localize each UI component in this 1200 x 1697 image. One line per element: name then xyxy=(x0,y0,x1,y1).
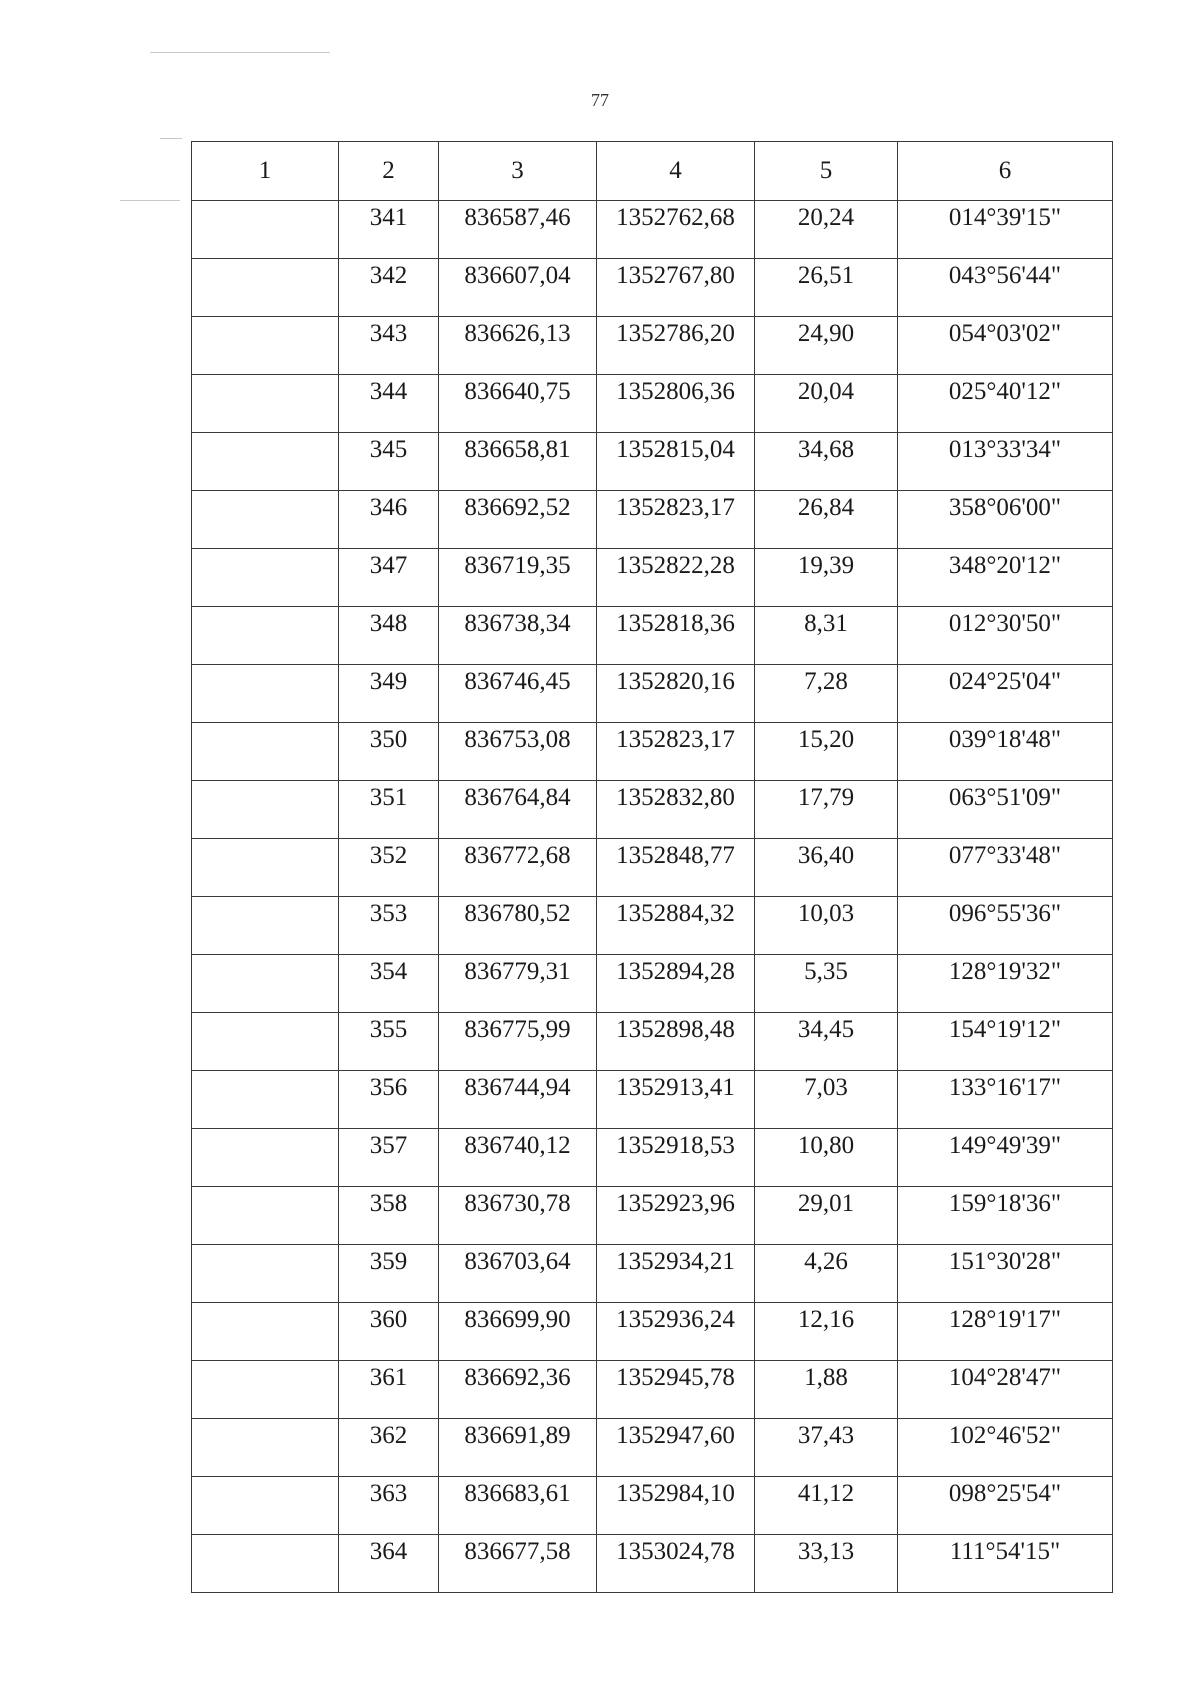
cell-distance: 34,68 xyxy=(755,433,898,491)
cell-bearing: 111°54'15" xyxy=(898,1535,1113,1593)
cell-y-coordinate: 1352934,21 xyxy=(597,1245,755,1303)
cell-bearing: 128°19'32" xyxy=(898,955,1113,1013)
cell-bearing: 098°25'54" xyxy=(898,1477,1113,1535)
table-row xyxy=(192,491,1113,549)
table-row xyxy=(192,607,1113,665)
cell-x-coordinate: 836744,94 xyxy=(439,1071,597,1129)
cell-x-coordinate: 836746,45 xyxy=(439,665,597,723)
cell-point-number: 346 xyxy=(339,491,439,549)
cell-x-coordinate: 836740,12 xyxy=(439,1129,597,1187)
cell-point-number: 348 xyxy=(339,607,439,665)
cell-x-coordinate: 836607,04 xyxy=(439,259,597,317)
cell-point-number: 359 xyxy=(339,1245,439,1303)
cell-x-coordinate: 836730,78 xyxy=(439,1187,597,1245)
cell-section xyxy=(192,607,339,665)
cell-x-coordinate: 836703,64 xyxy=(439,1245,597,1303)
cell-section xyxy=(192,1535,339,1593)
cell-x-coordinate: 836699,90 xyxy=(439,1303,597,1361)
cell-x-coordinate: 836780,52 xyxy=(439,897,597,955)
cell-point-number: 351 xyxy=(339,781,439,839)
cell-y-coordinate: 1352815,04 xyxy=(597,433,755,491)
cell-distance: 15,20 xyxy=(755,723,898,781)
scan-artifact xyxy=(150,52,330,53)
cell-y-coordinate: 1352818,36 xyxy=(597,607,755,665)
table-row xyxy=(192,839,1113,897)
table-row xyxy=(192,1071,1113,1129)
cell-bearing: 013°33'34" xyxy=(898,433,1113,491)
cell-section xyxy=(192,317,339,375)
cell-point-number: 344 xyxy=(339,375,439,433)
cell-section xyxy=(192,1477,339,1535)
cell-y-coordinate: 1352762,68 xyxy=(597,201,755,259)
cell-bearing: 077°33'48" xyxy=(898,839,1113,897)
cell-x-coordinate: 836683,61 xyxy=(439,1477,597,1535)
cell-point-number: 347 xyxy=(339,549,439,607)
cell-point-number: 360 xyxy=(339,1303,439,1361)
table-row xyxy=(192,433,1113,491)
cell-point-number: 342 xyxy=(339,259,439,317)
cell-y-coordinate: 1352823,17 xyxy=(597,723,755,781)
column-header-4: 4 xyxy=(597,142,755,201)
cell-section xyxy=(192,1187,339,1245)
cell-x-coordinate: 836692,52 xyxy=(439,491,597,549)
cell-x-coordinate: 836691,89 xyxy=(439,1419,597,1477)
cell-bearing: 358°06'00" xyxy=(898,491,1113,549)
cell-distance: 1,88 xyxy=(755,1361,898,1419)
table-row xyxy=(192,1245,1113,1303)
cell-point-number: 361 xyxy=(339,1361,439,1419)
cell-point-number: 363 xyxy=(339,1477,439,1535)
cell-y-coordinate: 1352884,32 xyxy=(597,897,755,955)
cell-bearing: 063°51'09" xyxy=(898,781,1113,839)
table-row xyxy=(192,1477,1113,1535)
column-header-6: 6 xyxy=(898,142,1113,201)
cell-point-number: 364 xyxy=(339,1535,439,1593)
cell-bearing: 159°18'36" xyxy=(898,1187,1113,1245)
cell-bearing: 014°39'15" xyxy=(898,201,1113,259)
cell-point-number: 357 xyxy=(339,1129,439,1187)
cell-bearing: 039°18'48" xyxy=(898,723,1113,781)
cell-x-coordinate: 836753,08 xyxy=(439,723,597,781)
cell-y-coordinate: 1352918,53 xyxy=(597,1129,755,1187)
cell-point-number: 362 xyxy=(339,1419,439,1477)
cell-x-coordinate: 836692,36 xyxy=(439,1361,597,1419)
cell-point-number: 355 xyxy=(339,1013,439,1071)
table-row xyxy=(192,1361,1113,1419)
cell-distance: 41,12 xyxy=(755,1477,898,1535)
cell-bearing: 054°03'02" xyxy=(898,317,1113,375)
cell-distance: 8,31 xyxy=(755,607,898,665)
cell-y-coordinate: 1352936,24 xyxy=(597,1303,755,1361)
cell-section xyxy=(192,897,339,955)
cell-section xyxy=(192,665,339,723)
table-row xyxy=(192,723,1113,781)
cell-section xyxy=(192,1129,339,1187)
table-row xyxy=(192,1013,1113,1071)
cell-y-coordinate: 1352767,80 xyxy=(597,259,755,317)
cell-section xyxy=(192,375,339,433)
cell-y-coordinate: 1352786,20 xyxy=(597,317,755,375)
cell-distance: 5,35 xyxy=(755,955,898,1013)
cell-distance: 20,24 xyxy=(755,201,898,259)
coordinates-table xyxy=(191,141,1113,1593)
column-header-1: 1 xyxy=(192,142,339,201)
table-row xyxy=(192,201,1113,259)
scan-artifact xyxy=(160,138,182,139)
cell-bearing: 043°56'44" xyxy=(898,259,1113,317)
cell-bearing: 012°30'50" xyxy=(898,607,1113,665)
cell-x-coordinate: 836677,58 xyxy=(439,1535,597,1593)
cell-bearing: 096°55'36" xyxy=(898,897,1113,955)
cell-point-number: 341 xyxy=(339,201,439,259)
table-row xyxy=(192,259,1113,317)
cell-distance: 36,40 xyxy=(755,839,898,897)
cell-distance: 17,79 xyxy=(755,781,898,839)
cell-point-number: 358 xyxy=(339,1187,439,1245)
cell-x-coordinate: 836626,13 xyxy=(439,317,597,375)
cell-bearing: 149°49'39" xyxy=(898,1129,1113,1187)
table-row xyxy=(192,375,1113,433)
column-header-3: 3 xyxy=(439,142,597,201)
table-row xyxy=(192,1187,1113,1245)
cell-y-coordinate: 1353024,78 xyxy=(597,1535,755,1593)
cell-x-coordinate: 836738,34 xyxy=(439,607,597,665)
cell-y-coordinate: 1352984,10 xyxy=(597,1477,755,1535)
cell-distance: 26,51 xyxy=(755,259,898,317)
cell-section xyxy=(192,1071,339,1129)
cell-section xyxy=(192,839,339,897)
cell-point-number: 350 xyxy=(339,723,439,781)
cell-y-coordinate: 1352848,77 xyxy=(597,839,755,897)
cell-bearing: 102°46'52" xyxy=(898,1419,1113,1477)
cell-section xyxy=(192,259,339,317)
cell-point-number: 343 xyxy=(339,317,439,375)
cell-y-coordinate: 1352832,80 xyxy=(597,781,755,839)
cell-point-number: 356 xyxy=(339,1071,439,1129)
cell-section xyxy=(192,1013,339,1071)
cell-distance: 12,16 xyxy=(755,1303,898,1361)
table-header xyxy=(192,142,1113,201)
cell-distance: 20,04 xyxy=(755,375,898,433)
cell-section xyxy=(192,723,339,781)
cell-y-coordinate: 1352898,48 xyxy=(597,1013,755,1071)
cell-x-coordinate: 836772,68 xyxy=(439,839,597,897)
cell-section xyxy=(192,1245,339,1303)
cell-section xyxy=(192,1419,339,1477)
table-row xyxy=(192,1535,1113,1593)
table-row xyxy=(192,897,1113,955)
cell-distance: 7,03 xyxy=(755,1071,898,1129)
scan-artifact xyxy=(120,200,180,201)
cell-distance: 24,90 xyxy=(755,317,898,375)
cell-point-number: 353 xyxy=(339,897,439,955)
cell-x-coordinate: 836719,35 xyxy=(439,549,597,607)
table-row xyxy=(192,781,1113,839)
table-row xyxy=(192,665,1113,723)
cell-distance: 29,01 xyxy=(755,1187,898,1245)
cell-bearing: 133°16'17" xyxy=(898,1071,1113,1129)
cell-bearing: 025°40'12" xyxy=(898,375,1113,433)
column-header-5: 5 xyxy=(755,142,898,201)
cell-section xyxy=(192,433,339,491)
header-row xyxy=(192,142,1113,201)
cell-y-coordinate: 1352823,17 xyxy=(597,491,755,549)
cell-point-number: 352 xyxy=(339,839,439,897)
cell-bearing: 348°20'12" xyxy=(898,549,1113,607)
table-row xyxy=(192,1303,1113,1361)
cell-section xyxy=(192,1303,339,1361)
cell-distance: 34,45 xyxy=(755,1013,898,1071)
cell-bearing: 154°19'12" xyxy=(898,1013,1113,1071)
cell-section xyxy=(192,549,339,607)
cell-distance: 26,84 xyxy=(755,491,898,549)
cell-section xyxy=(192,491,339,549)
cell-y-coordinate: 1352822,28 xyxy=(597,549,755,607)
table-row xyxy=(192,317,1113,375)
column-header-2: 2 xyxy=(339,142,439,201)
cell-bearing: 104°28'47" xyxy=(898,1361,1113,1419)
cell-bearing: 024°25'04" xyxy=(898,665,1113,723)
cell-section xyxy=(192,781,339,839)
table-row xyxy=(192,549,1113,607)
cell-y-coordinate: 1352923,96 xyxy=(597,1187,755,1245)
cell-bearing: 128°19'17" xyxy=(898,1303,1113,1361)
table-row xyxy=(192,1419,1113,1477)
cell-distance: 7,28 xyxy=(755,665,898,723)
cell-section xyxy=(192,955,339,1013)
cell-x-coordinate: 836658,81 xyxy=(439,433,597,491)
page-number: 77 xyxy=(591,90,609,110)
cell-point-number: 349 xyxy=(339,665,439,723)
cell-point-number: 345 xyxy=(339,433,439,491)
cell-x-coordinate: 836587,46 xyxy=(439,201,597,259)
cell-x-coordinate: 836640,75 xyxy=(439,375,597,433)
cell-section xyxy=(192,201,339,259)
cell-x-coordinate: 836775,99 xyxy=(439,1013,597,1071)
cell-distance: 10,80 xyxy=(755,1129,898,1187)
table-row xyxy=(192,955,1113,1013)
table-body xyxy=(192,201,1113,1593)
cell-distance: 19,39 xyxy=(755,549,898,607)
cell-y-coordinate: 1352806,36 xyxy=(597,375,755,433)
cell-y-coordinate: 1352947,60 xyxy=(597,1419,755,1477)
cell-y-coordinate: 1352913,41 xyxy=(597,1071,755,1129)
table-row xyxy=(192,1129,1113,1187)
cell-x-coordinate: 836764,84 xyxy=(439,781,597,839)
cell-section xyxy=(192,1361,339,1419)
cell-distance: 4,26 xyxy=(755,1245,898,1303)
cell-bearing: 151°30'28" xyxy=(898,1245,1113,1303)
cell-distance: 37,43 xyxy=(755,1419,898,1477)
cell-distance: 10,03 xyxy=(755,897,898,955)
cell-y-coordinate: 1352820,16 xyxy=(597,665,755,723)
cell-distance: 33,13 xyxy=(755,1535,898,1593)
cell-y-coordinate: 1352894,28 xyxy=(597,955,755,1013)
cell-point-number: 354 xyxy=(339,955,439,1013)
cell-x-coordinate: 836779,31 xyxy=(439,955,597,1013)
cell-y-coordinate: 1352945,78 xyxy=(597,1361,755,1419)
